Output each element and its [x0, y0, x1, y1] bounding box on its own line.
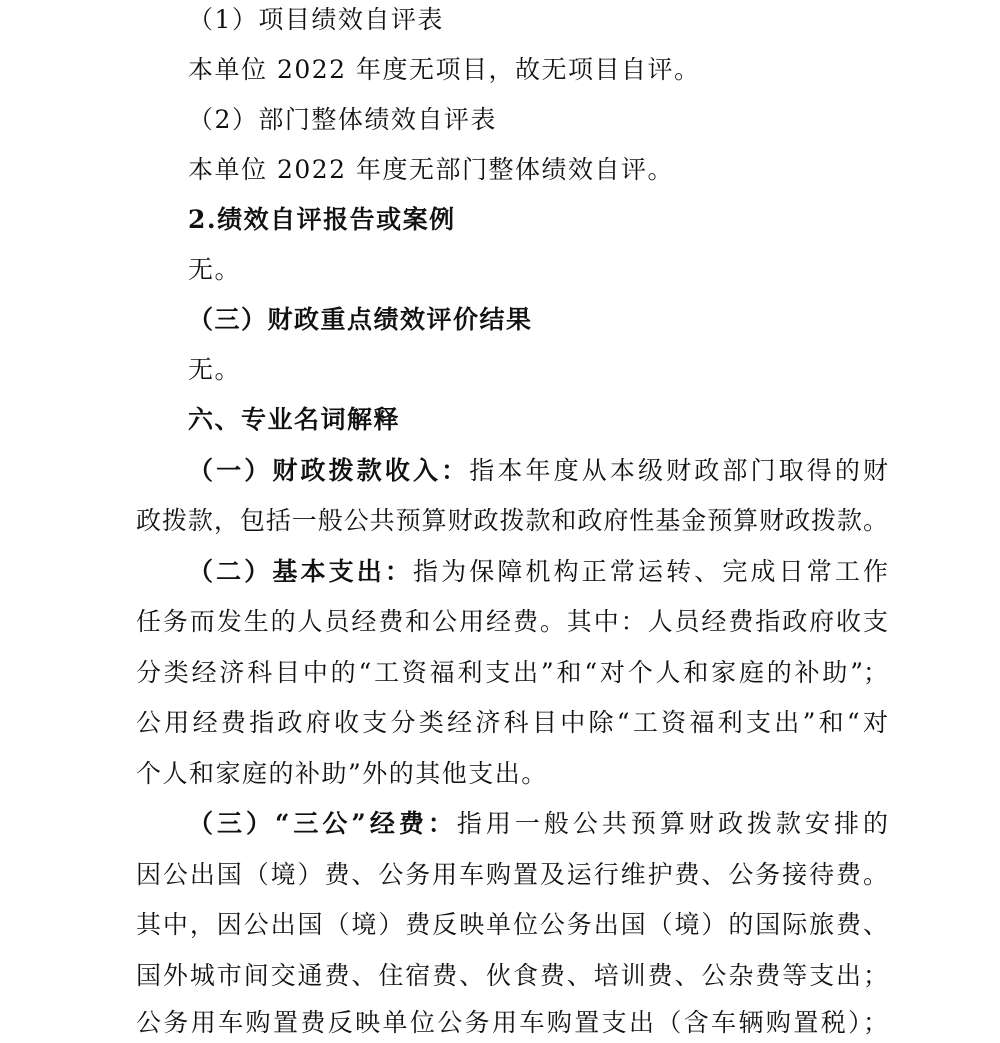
paragraph-none-1: 无。 — [188, 255, 242, 284]
glossary-term-three-public-line5: 公务用车购置费反映单位公务用车购置支出（含车辆购置税）； — [136, 1008, 888, 1037]
glossary-term-basic-expenditure-line5: 个人和家庭的补助”外的其他支出。 — [136, 759, 548, 788]
paragraph-no-project: 本单位 2022 年度无项目，故无项目自评。 — [188, 55, 701, 84]
term-label-three-public: （三）“三公”经费： — [188, 809, 457, 838]
paragraph-none-2: 无。 — [188, 355, 242, 384]
paragraph-no-department-eval: 本单位 2022 年度无部门整体绩效自评。 — [188, 155, 675, 184]
section-heading-glossary: 六、专业名词解释 — [188, 405, 401, 434]
heading-self-eval-report: 2.绩效自评报告或案例 — [188, 205, 456, 234]
glossary-term-three-public-line1: （三）“三公”经费：指用一般公共预算财政拨款安排的 — [188, 809, 888, 838]
glossary-term-basic-expenditure-line1: （二）基本支出：指为保障机构正常运转、完成日常工作 — [188, 557, 888, 586]
glossary-term-fiscal-appropriation-line1: （一）财政拨款收入：指本年度从本级财政部门取得的财 — [188, 456, 888, 485]
heading-fiscal-key-eval-results: （三）财政重点绩效评价结果 — [188, 305, 533, 334]
glossary-term-fiscal-appropriation-line2: 政拨款，包括一般公共预算财政拨款和政府性基金预算财政拨款。 — [136, 506, 888, 535]
term-label-basic-expenditure: （二）基本支出： — [188, 557, 413, 586]
term-label-fiscal-appropriation: （一）财政拨款收入： — [188, 456, 470, 485]
glossary-term-three-public-line3: 其中，因公出国（境）费反映单位公务出国（境）的国际旅费、 — [136, 910, 888, 939]
glossary-term-basic-expenditure-line3: 分类经济科目中的“工资福利支出”和“对个人和家庭的补助”； — [136, 658, 888, 687]
glossary-term-basic-expenditure-line4: 公用经费指政府收支分类经济科目中除“工资福利支出”和“对 — [136, 708, 888, 737]
glossary-term-three-public-line4: 国外城市间交通费、住宿费、伙食费、培训费、公杂费等支出； — [136, 961, 888, 990]
glossary-term-basic-expenditure-line2: 任务而发生的人员经费和公用经费。其中：人员经费指政府收支 — [136, 607, 888, 636]
heading-department-self-eval-table: （2）部门整体绩效自评表 — [188, 105, 497, 134]
heading-project-self-eval-table: （1）项目绩效自评表 — [188, 5, 444, 34]
glossary-term-three-public-line2: 因公出国（境）费、公务用车购置及运行维护费、公务接待费。 — [136, 860, 888, 889]
